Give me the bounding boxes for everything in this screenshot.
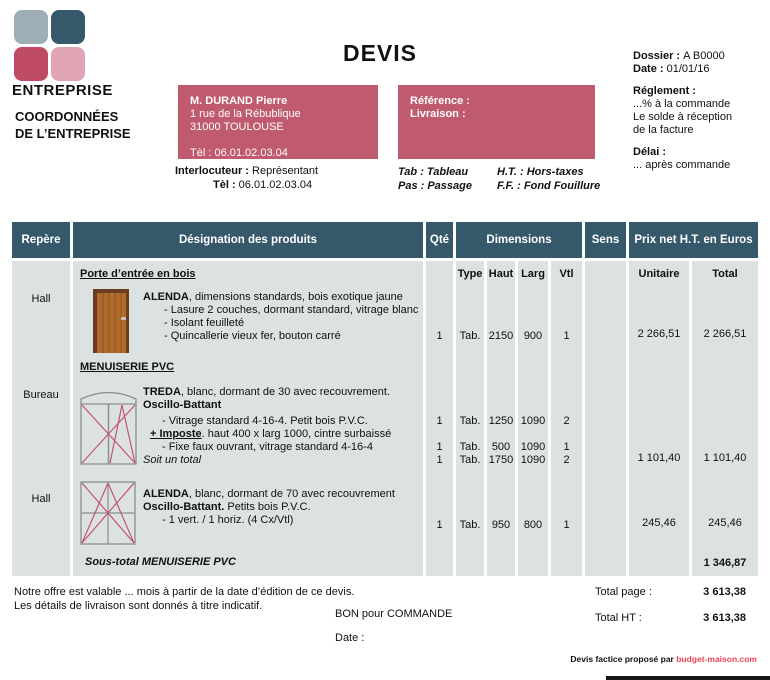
spacer [633, 76, 763, 85]
total-ht-label: Total HT : [595, 612, 642, 624]
reglement-label: Réglement : [633, 85, 696, 97]
quote-meta [633, 50, 763, 172]
product-desc: , blanc, dormant de 70 avec recouvrement [188, 488, 395, 500]
validity-note [14, 585, 354, 613]
credit-line [570, 654, 757, 664]
product-detail: - Isolant feuilleté [164, 317, 245, 329]
subtotal-label: Sous-total MENUISERIE PVC [85, 556, 236, 568]
door-illustration [93, 289, 131, 355]
vtl-value: 2 [563, 454, 570, 466]
logo-square-pink [51, 47, 85, 81]
legend-tab: Tab : Tableau [398, 166, 469, 178]
imposte-desc: . haut 400 x larg 1000, cintre surbaissé [201, 428, 392, 440]
unit-price: 1 101,40 [637, 452, 681, 464]
larg-value: 1090 [520, 415, 546, 427]
total-page-label: Total page : [595, 586, 652, 598]
larg-value: 1090 [520, 454, 546, 466]
vtl-value: 1 [563, 519, 570, 531]
qty-value: 1 [436, 415, 443, 427]
qty-value: 1 [436, 454, 443, 466]
product-name: TREDA [143, 386, 181, 398]
larg-value: 1090 [520, 441, 546, 453]
total-page-value: 3 613,38 [703, 586, 746, 598]
window-illustration-square [80, 481, 136, 545]
column-header-repere: Repère [12, 222, 70, 258]
product-desc: , dimensions standards, bois exotique jaune [188, 291, 403, 303]
coordinates-line1: COORDONNÉES [15, 109, 119, 124]
room-label: Hall [31, 293, 51, 305]
column-header-dimensions: Dimensions [456, 222, 582, 258]
column-header-prix: Prix net H.T. en Euros [629, 222, 758, 258]
product-line [143, 386, 390, 399]
company-logo [14, 10, 85, 81]
legend-ht: H.T. : Hors-taxes [497, 166, 584, 178]
client-address-box [178, 85, 378, 159]
qty-value: 1 [436, 441, 443, 453]
vtl-value: 1 [563, 441, 570, 453]
product-line [143, 488, 395, 501]
larg-value: 900 [523, 330, 543, 342]
product-line [150, 428, 391, 441]
room-label: Hall [31, 493, 51, 505]
legend-left [398, 165, 472, 193]
subheader-type: Type [457, 268, 483, 280]
credit-link[interactable]: budget-maison.com [676, 654, 757, 664]
dossier-line [633, 50, 763, 63]
logo-square-gray [14, 10, 48, 44]
oscillo-desc: Petits bois P.V.C. [224, 501, 311, 513]
phone-label: Tèl : [213, 179, 239, 191]
haut-value: 950 [491, 519, 511, 531]
column-header-sens: Sens [585, 222, 626, 258]
company-coordinates [15, 108, 131, 142]
phone-value: 06.01.02.03.04 [238, 179, 313, 191]
type-value: Tab. [459, 441, 481, 453]
products-table [12, 222, 758, 578]
column-bg-repere [12, 261, 70, 576]
page-edge-bar [606, 676, 770, 680]
coordinates-line2: DE L’ENTREPRISE [15, 126, 131, 141]
subheader-haut: Haut [488, 268, 514, 280]
reference-label: Référence : [410, 95, 470, 107]
oscillo-label: Oscillo-Battant. [143, 501, 225, 513]
vtl-value: 2 [563, 415, 570, 427]
interlocutor-value: Représentant [252, 165, 319, 177]
type-value: Tab. [459, 454, 481, 466]
bon-pour-commande: BON pour COMMANDE [335, 608, 453, 620]
legend-ff: F.F. : Fond Fouillure [497, 180, 601, 192]
product-detail: - Vitrage standard 4-16-4. Petit bois P.V.C. [162, 415, 368, 427]
product-detail: - Quincallerie vieux fer, bouton carré [164, 330, 341, 342]
validity-line2: Les détails de livraison sont donnés à titre indicatif. [14, 600, 263, 612]
logo-square-dark [51, 10, 85, 44]
haut-value: 2150 [488, 330, 514, 342]
credit-text: Devis factice proposé par [570, 654, 677, 664]
section-heading-pvc: MENUISERIE PVC [80, 361, 175, 373]
product-desc: , blanc, dormant de 30 avec recouvrement. [180, 386, 391, 398]
product-name: ALENDA [143, 291, 189, 303]
validity-line1: Notre offre est valable ... mois à partir de la date d’édition de ce devis. [14, 586, 355, 598]
interlocutor-label: Interlocuteur : [175, 165, 253, 177]
legend-right [497, 165, 600, 193]
type-value: Tab. [459, 415, 481, 427]
subheader-unitaire: Unitaire [638, 268, 680, 280]
imposte-label: + Imposte [150, 428, 202, 440]
reglement-line2: Le solde à réception [633, 111, 733, 123]
reference-box [398, 85, 595, 159]
delai-value: ... après commande [633, 159, 731, 171]
page-title: DEVIS [342, 40, 418, 66]
date-line [633, 63, 763, 76]
subtotal-value: 1 346,87 [703, 557, 747, 569]
unit-price: 245,46 [642, 517, 676, 529]
product-detail: - Fixe faux ouvrant, vitrage standard 4-16-4 [162, 441, 373, 453]
larg-value: 800 [523, 519, 543, 531]
delivery-label: Livraison : [410, 108, 466, 120]
dossier-value: A B0000 [683, 50, 725, 62]
column-header-qte: Qté [426, 222, 453, 258]
signature-date-label: Date : [335, 632, 365, 644]
window-illustration-arched [80, 382, 137, 465]
subtotal-line-label: Soit un total [143, 454, 202, 466]
company-name: ENTREPRISE [12, 82, 113, 99]
date-label: Date : [633, 63, 667, 75]
spacer [633, 137, 763, 146]
dossier-label: Dossier : [633, 50, 684, 62]
subheader-larg: Larg [521, 268, 545, 280]
subheader-vtl: Vtl [559, 268, 574, 280]
reglement-line1: ...% à la commande [633, 98, 731, 110]
room-label: Bureau [23, 389, 59, 401]
vtl-value: 1 [563, 330, 570, 342]
product-name: ALENDA [143, 488, 189, 500]
client-address-line2: 31000 TOULOUSE [190, 121, 284, 133]
haut-value: 500 [491, 441, 511, 453]
total-price: 2 266,51 [703, 328, 747, 340]
total-price: 245,46 [708, 517, 742, 529]
spacer [190, 134, 366, 147]
type-value: Tab. [459, 330, 481, 342]
logo-square-red [14, 47, 48, 81]
interlocutor-phone [213, 179, 312, 191]
interlocutor-line [175, 165, 318, 177]
qty-value: 1 [436, 330, 443, 342]
section-heading-bois: Porte d’entrée en bois [80, 268, 196, 280]
product-line [143, 291, 403, 304]
total-price: 1 101,40 [703, 452, 747, 464]
date-value: 01/01/16 [666, 63, 710, 75]
client-phone: Tèl : 06.01.02.03.04 [190, 147, 288, 159]
total-ht-value: 3 613,38 [703, 612, 746, 624]
reglement-line3: de la facture [633, 124, 694, 136]
column-header-designation: Désignation des produits [73, 222, 423, 258]
column-bg-sens [585, 261, 626, 576]
haut-value: 1250 [488, 415, 514, 427]
type-value: Tab. [459, 519, 481, 531]
product-line: Oscillo-Battant [143, 399, 222, 411]
delai-label: Délai : [633, 146, 667, 158]
unit-price: 2 266,51 [637, 328, 681, 340]
subheader-total: Total [712, 268, 738, 280]
legend-pas: Pas : Passage [398, 180, 472, 192]
product-detail: - Lasure 2 couches, dormant standard, vitrage blanc [164, 304, 419, 316]
client-name: M. DURAND Pierre [190, 95, 288, 107]
haut-value: 1750 [488, 454, 514, 466]
product-line [143, 501, 311, 514]
qty-value: 1 [436, 519, 443, 531]
product-detail: - 1 vert. / 1 horiz. (4 Cx/Vtl) [162, 514, 294, 526]
client-address-line1: 1 rue de la Rébublique [190, 108, 301, 120]
